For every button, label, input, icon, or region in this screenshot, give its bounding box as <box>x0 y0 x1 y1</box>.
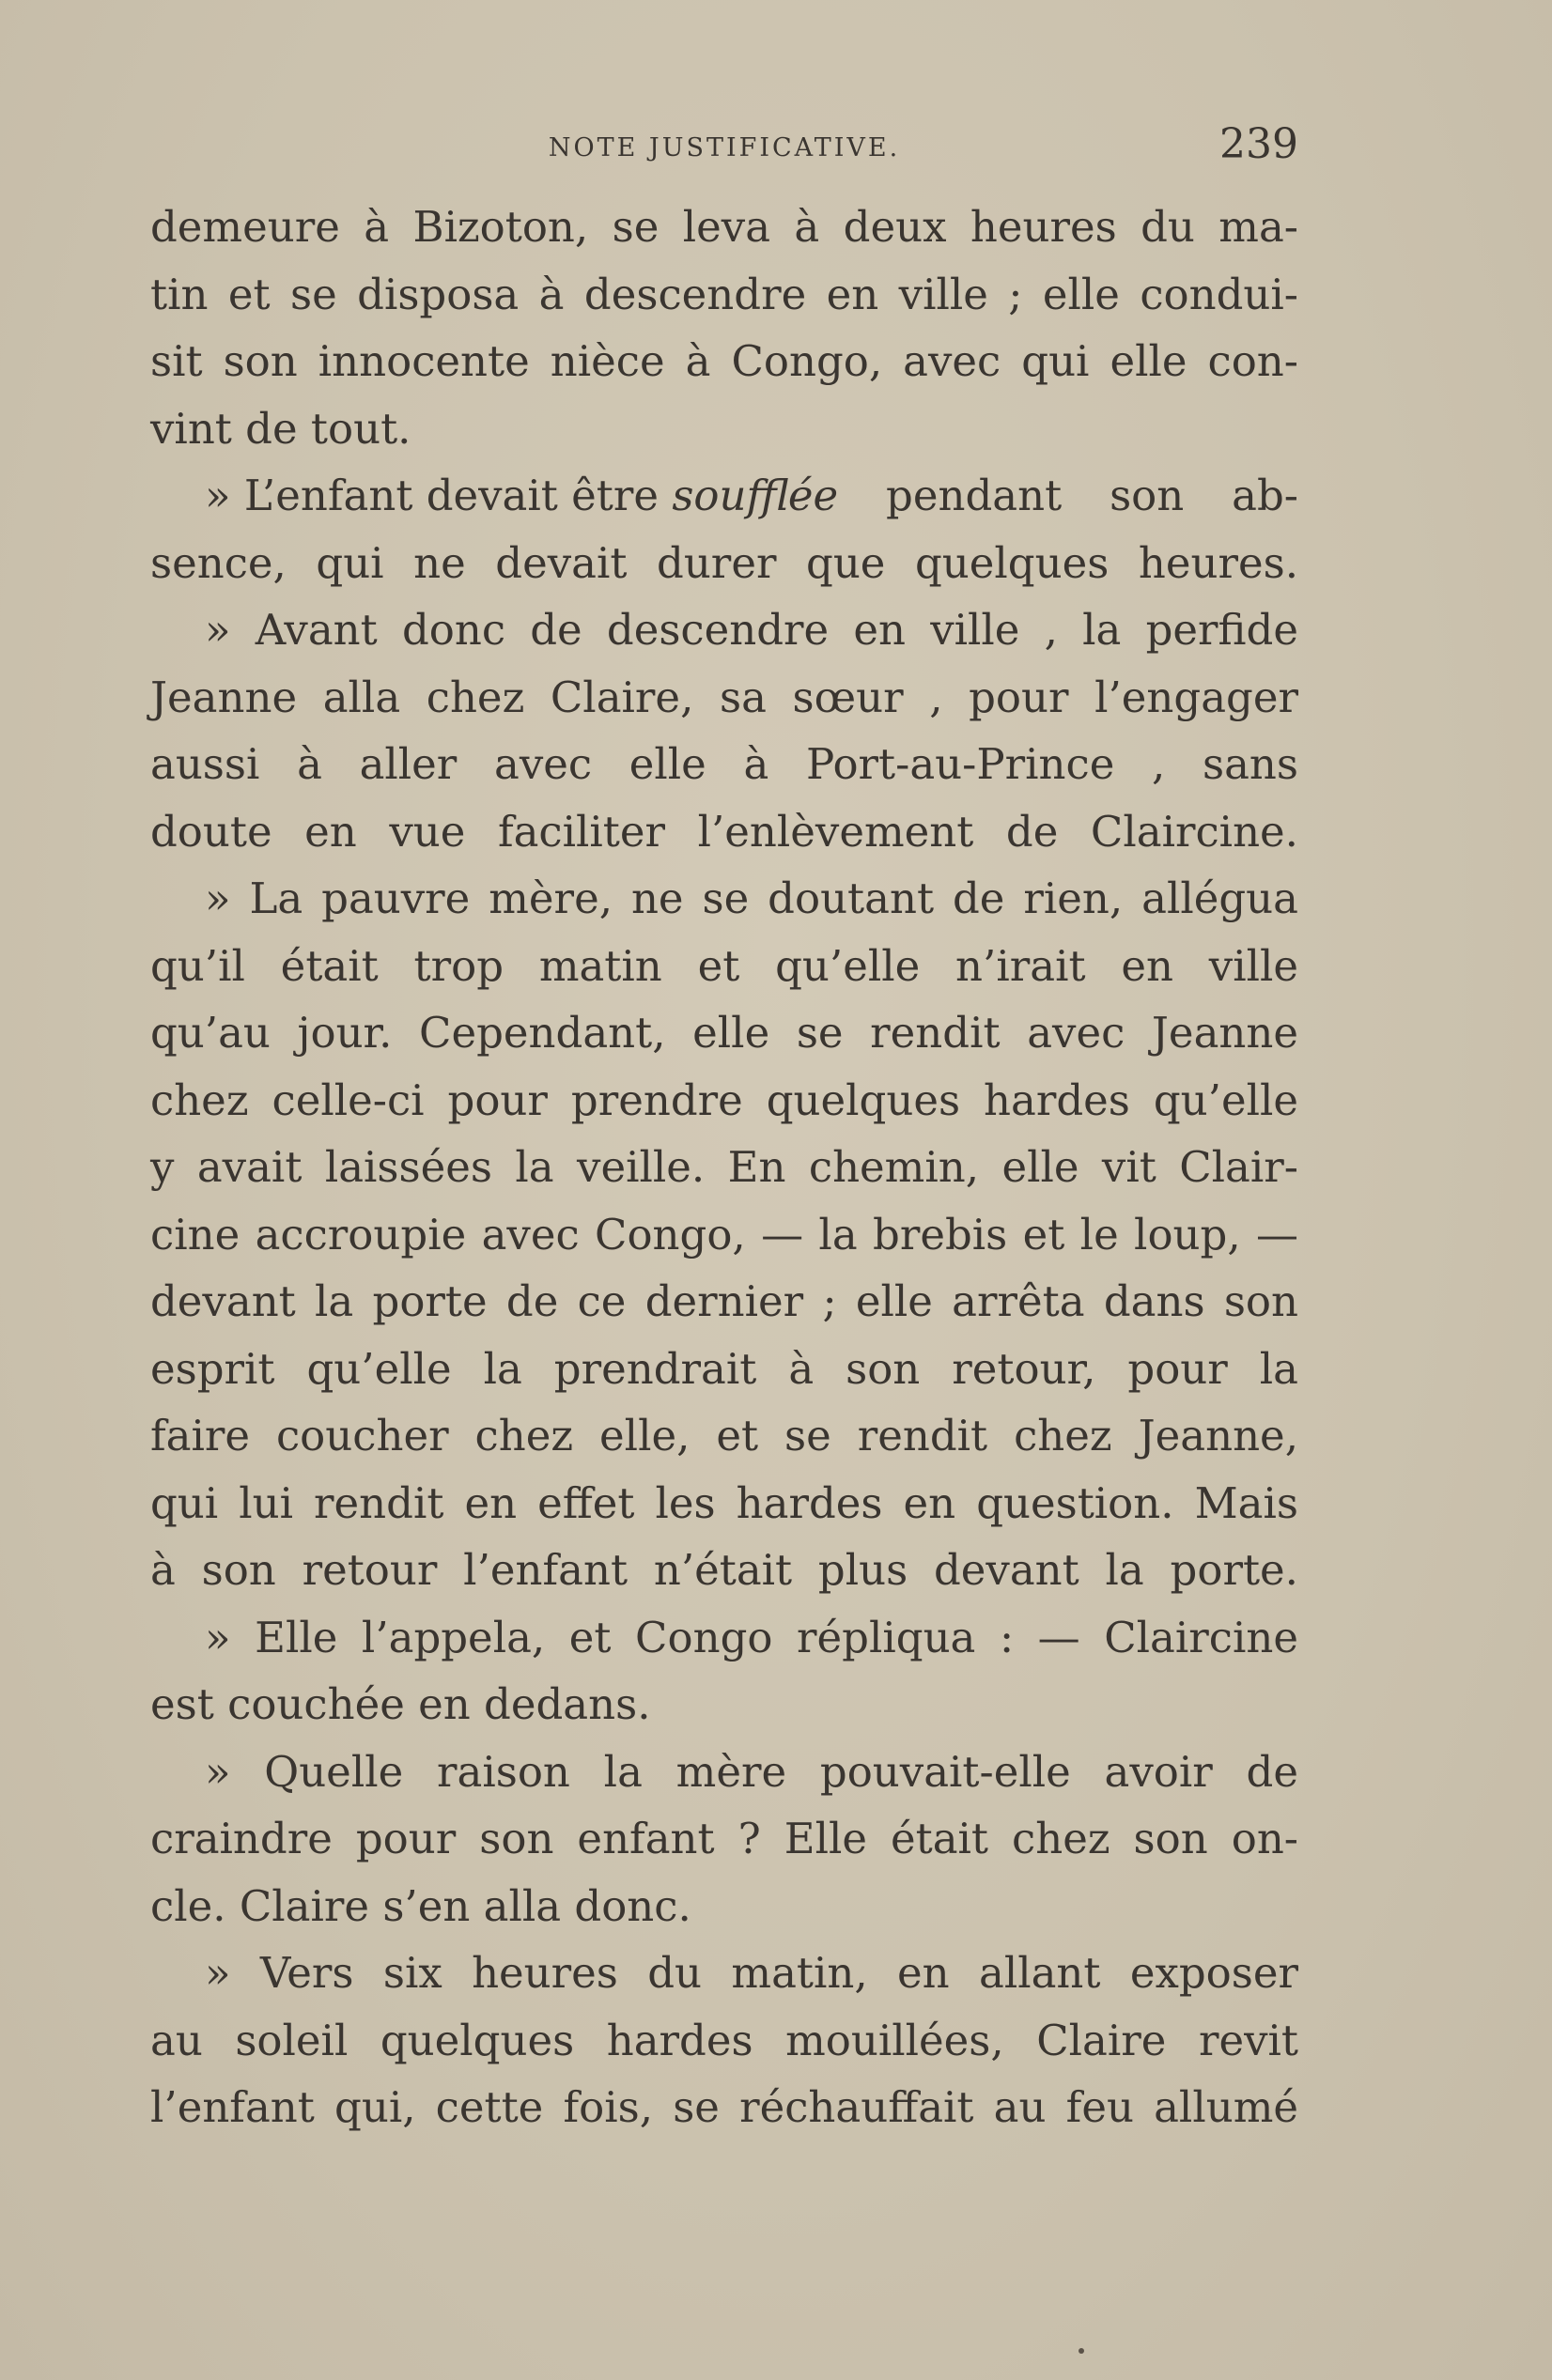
text-line <box>150 462 1298 530</box>
text-line: à son retour l’enfant n’était plus devant la porte. <box>150 1545 1298 1595</box>
body-text <box>150 193 1298 2141</box>
text-line: Jeanne alla chez Claire, sa sœur , pour l’engager <box>150 672 1298 722</box>
text-line: devant la porte de ce dernier ; elle arrêta dans son <box>150 1276 1298 1326</box>
text-line: » Avant donc de descendre en ville , la perfide <box>205 605 1298 655</box>
running-title: NOTE JUSTIFICATIVE. <box>548 133 901 162</box>
text-line: chez celle-ci pour prendre quelques hardes qu’elle <box>150 1074 1298 1125</box>
text-line: cine accroupie avec Congo, — la brebis et le loup, — <box>150 1209 1298 1260</box>
text-line: demeure à Bizoton, se leva à deux heures du ma- <box>150 202 1298 252</box>
text-line: aussi à aller avec elle à Port-au-Prince , sans <box>150 739 1298 789</box>
text-line-part: » L’enfant devait être <box>205 471 673 520</box>
text-line: l’enfant qui, cette fois, se réchauffait au feu allumé <box>150 2082 1298 2132</box>
page-header <box>150 120 1298 173</box>
text-line: sit son innocente nièce à Congo, avec qui elle con- <box>150 336 1298 386</box>
page-number: 239 <box>1219 120 1298 168</box>
text-line: » La pauvre mère, ne se doutant de rien, allégua <box>205 873 1298 923</box>
text-line: » Elle l’appela, et Congo répliqua : — Claircine <box>205 1612 1298 1662</box>
text-line: au soleil quelques hardes mouillées, Claire revit <box>150 2015 1298 2065</box>
text-line: sence, qui ne devait durer que quelques heures. <box>150 537 1298 588</box>
text-line: craindre pour son enfant ? Elle était chez son on- <box>150 1814 1298 1863</box>
paper-speck <box>1079 2348 1084 2354</box>
text-line: qu’au jour. Cependant, elle se rendit avec Jeanne <box>150 1008 1298 1058</box>
text-line: esprit qu’elle la prendrait à son retour, pour la <box>150 1343 1298 1394</box>
text-line: » Quelle raison la mère pouvait-elle avoir de <box>205 1746 1298 1797</box>
text-line-part: pendant son ab- <box>838 471 1298 520</box>
text-line: qu’il était trop matin et qu’elle n’irait en ville <box>150 940 1298 991</box>
text-line: qui lui rendit en effet les hardes en question. Mais <box>150 1477 1298 1528</box>
italic-word: soufflée <box>672 471 839 520</box>
text-line: » Vers six heures du matin, en allant exposer <box>205 1948 1298 1998</box>
text-line: cle. Claire s’en alla donc. <box>150 1880 691 1931</box>
text-line: faire coucher chez elle, et se rendit chez Jeanne, <box>150 1411 1298 1460</box>
text-line: vint de tout. <box>150 403 411 454</box>
text-line: est couchée en dedans. <box>150 1679 651 1729</box>
text-line: doute en vue faciliter l’enlèvement de Claircine. <box>150 806 1298 857</box>
text-line: tin et se disposa à descendre en ville ; elle condui- <box>150 269 1298 319</box>
text-line: y avait laissées la veille. En chemin, elle vit Clair- <box>150 1142 1298 1192</box>
